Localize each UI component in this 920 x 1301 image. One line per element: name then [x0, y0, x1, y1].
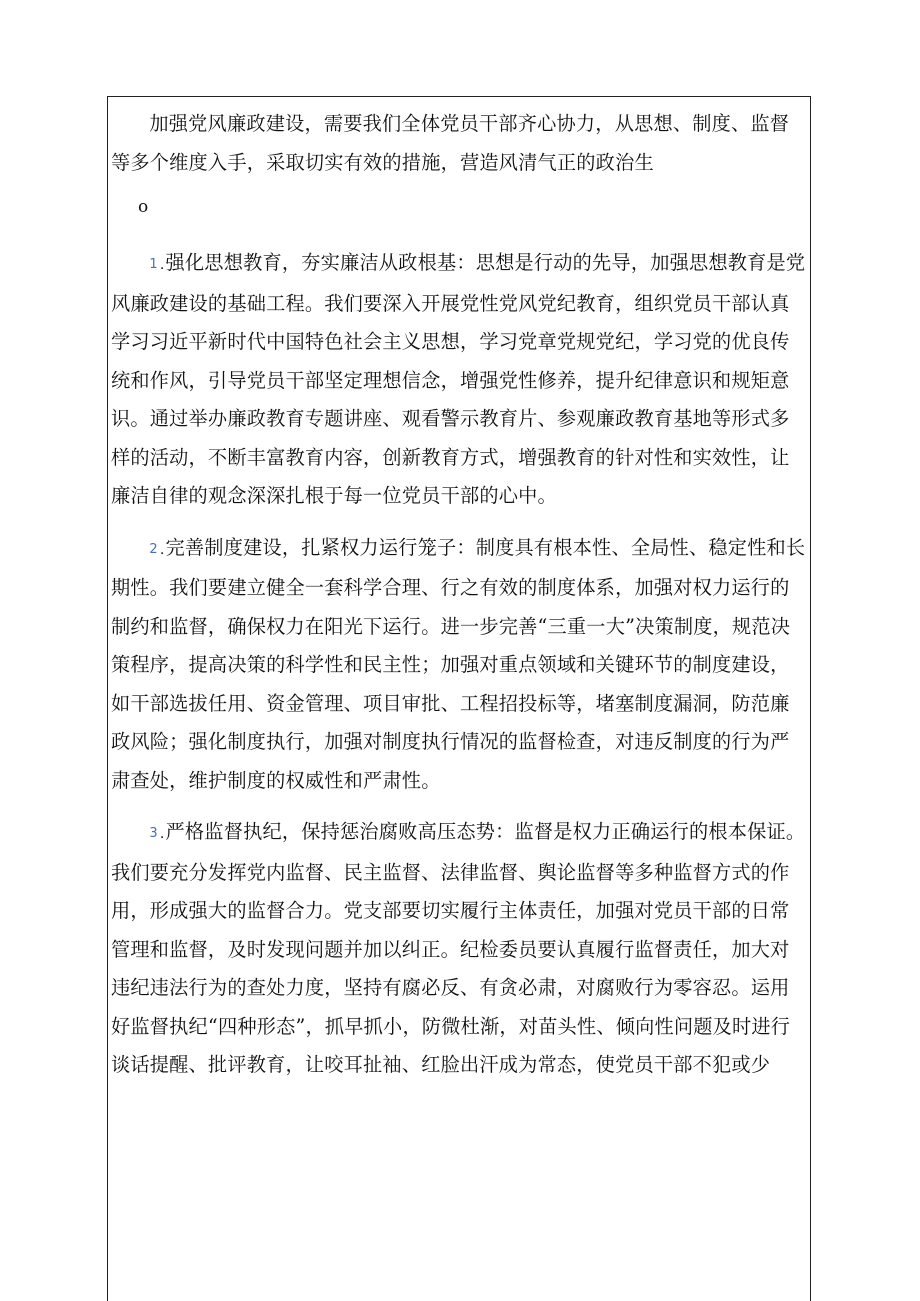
document-body — [111, 105, 808, 1085]
document-table-cell — [107, 96, 811, 1301]
item-number: 3 — [149, 826, 158, 841]
item-number: 1 — [149, 257, 158, 272]
item-number: 2 — [149, 541, 158, 557]
list-item-3 — [111, 813, 808, 1085]
item-marker: . — [159, 826, 165, 842]
orphan-character: o — [138, 197, 149, 218]
list-item-1 — [111, 244, 808, 516]
list-item-2 — [111, 529, 808, 801]
item-marker: . — [159, 541, 165, 558]
item-text: 严格监督执纪，保持惩治腐败高压态势：监督是权力正确运行的根本保证。我们要充分发挥党内监督、民主监督、法律监督、舆论监督等多种监督方式的作用，形成强大的监督合力。党支部要切实履行主体责任，加强对党员干部的日常管理和监督，及时发现问题并加以纠正。纪检委员要认真履行监督责任，加大对违纪违法行为的查处力度，坚持有腐必反、有贪必肃，对腐败行为零容忍。运用好监督执纪“四种形态”，抓早抓小，防微杜渐，对苗头性、倾向性问题及时进行谈话提醒、批评教育，让咬耳扯袖、红脸出汗成为常态，使党员干部不犯或少 — [111, 820, 806, 1076]
intro-paragraph: 加强党风廉政建设，需要我们全体党员干部齐心协力，从思想、制度、监督等多个维度入手，采取切实有效的措施，营造风清气正的政治生 — [111, 112, 790, 174]
item-text: 强化思想教育，夯实廉洁从政根基：思想是行动的先导，加强思想教育是党风廉政建设的基础工程。我们要深入开展党性党风党纪教育，组织党员干部认真学习习近平新时代中国特色社会主义思想，学习党章党规党纪，学习党的优良传统和作风，引导党员干部坚定理想信念，增强党性修养，提升纪律意识和规矩意识。通过举办廉政教育专题讲座、观看警示教育片、参观廉政教育基地等形式多样的活动，不断丰富教育内容，创新教育方式，增强教育的针对性和实效性，让廉洁自律的观念深深扎根于每一位党员干部的心中。 — [111, 251, 806, 507]
item-text: 完善制度建设，扎紧权力运行笼子：制度具有根本性、全局性、稳定性和长期性。我们要建立健全一套科学合理、行之有效的制度体系，加强对权力运行的制约和监督，确保权力在阳光下运行。进一步完善“三重一大”决策制度，规范决策程序，提高决策的科学性和民主性；加强对重点领域和关键环节的制度建设，如干部选拔任用、资金管理、项目审批、工程招投标等，堵塞制度漏洞，防范廉政风险；强化制度执行，加强对制度执行情况的监督检查，对违反制度的行为严肃查处，维护制度的权威性和严肃性。 — [111, 535, 806, 792]
item-marker: . — [159, 257, 165, 273]
